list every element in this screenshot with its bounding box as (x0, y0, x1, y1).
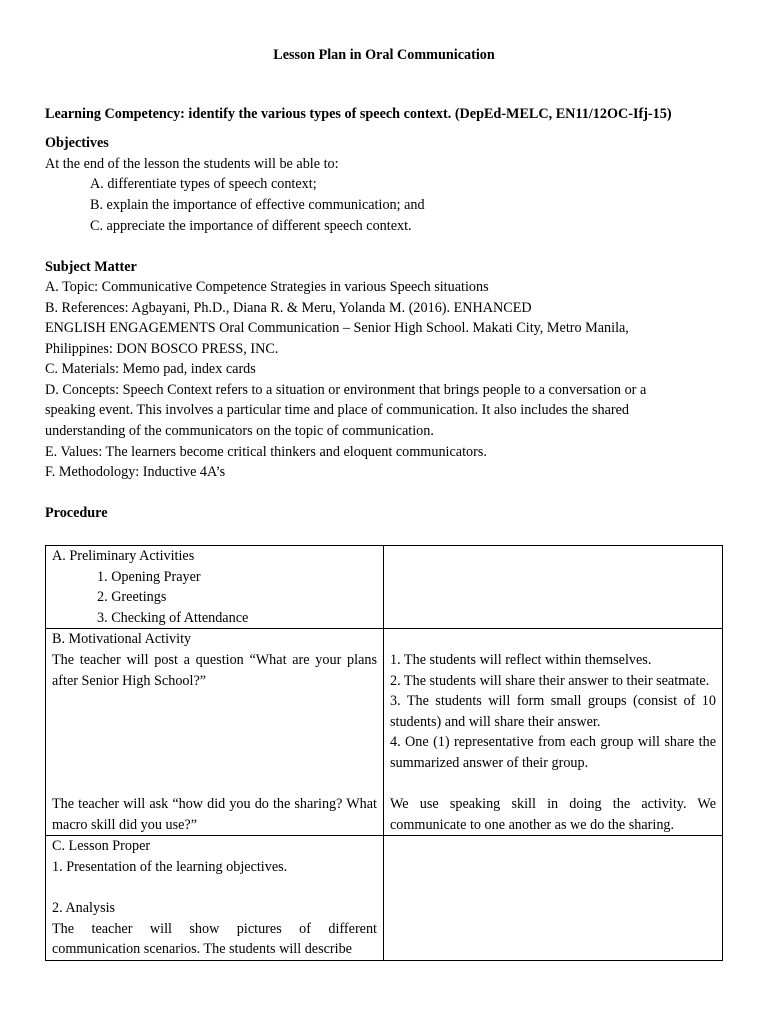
list-item: 2. The students will share their answer to their seatmate. (390, 672, 710, 689)
motivational-heading: B. Motivational Activity (52, 631, 192, 648)
list-item: 1. The students will reflect within themselves. (390, 651, 652, 668)
list-item: 1. Presentation of the learning objectives. (52, 858, 288, 875)
table-cell (46, 546, 384, 629)
teacher-question: The teacher will post a question “What are your plans after Senior High School?” (52, 651, 377, 689)
subject-topic: A. Topic: Communicative Competence Strategies in various Speech situations (45, 279, 489, 295)
procedure-table (45, 545, 723, 961)
subject-concepts: understanding of the communicators on the topic of communication. (45, 423, 434, 439)
procedure-heading: Procedure (45, 505, 108, 521)
table-row (46, 629, 723, 836)
table-cell (384, 546, 723, 629)
teacher-followup: The teacher will ask “how did you do the sharing? What macro skill did you use?” (52, 795, 377, 833)
table-cell (384, 629, 723, 836)
subject-references: B. References: Agbayani, Ph.D., Diana R. & Meru, Yolanda M. (2016). ENHANCED (45, 300, 532, 316)
objective-item: C. appreciate the importance of different speech context. (90, 218, 412, 234)
subject-references: ENGLISH ENGAGEMENTS Oral Communication – Senior High School. Makati City, Metro Manila, (45, 320, 629, 336)
table-cell (46, 836, 384, 961)
subject-matter-heading: Subject Matter (45, 259, 137, 275)
page-title: Lesson Plan in Oral Communication (273, 47, 495, 63)
analysis-heading: 2. Analysis (52, 900, 116, 917)
objectives-intro: At the end of the lesson the students will be able to: (45, 156, 339, 172)
list-item: 4. One (1) representative from each group will share the summarized answer of their group. (390, 734, 716, 771)
objectives-heading: Objectives (45, 135, 109, 151)
objective-item: A. differentiate types of speech context; (90, 176, 317, 192)
students-answer: We use speaking skill in doing the activity. We communicate to one another as we do the sharing. (390, 796, 716, 833)
preliminary-heading: A. Preliminary Activities (52, 548, 195, 564)
list-item: 2. Greetings (97, 589, 167, 606)
analysis-text: The teacher will show pictures of different communication scenarios. The students will describe (52, 920, 377, 958)
table-cell (384, 836, 723, 961)
subject-values: E. Values: The learners become critical thinkers and eloquent communicators. (45, 444, 487, 460)
list-item: 1. Opening Prayer (97, 568, 201, 585)
objective-item: B. explain the importance of effective communication; and (90, 197, 425, 213)
lesson-proper-heading: C. Lesson Proper (52, 838, 151, 855)
subject-concepts: D. Concepts: Speech Context refers to a situation or environment that brings people to a conversation or a (45, 382, 647, 398)
list-item: 3. The students will form small groups (consist of 10 students) and will share their answer. (390, 693, 716, 730)
table-cell (46, 629, 384, 836)
table-row (46, 836, 723, 961)
subject-materials: C. Materials: Memo pad, index cards (45, 361, 256, 377)
table-row (46, 546, 723, 629)
subject-methodology: F. Methodology: Inductive 4A’s (45, 464, 226, 480)
subject-concepts: speaking event. This involves a particular time and place of communication. It also includes the shared (45, 402, 630, 418)
list-item: 3. Checking of Attendance (97, 609, 249, 626)
learning-competency: Learning Competency: identify the various types of speech context. (DepEd-MELC, EN11/12OC-Ifj-15) (45, 106, 672, 122)
subject-references: Philippines: DON BOSCO PRESS, INC. (45, 341, 279, 357)
